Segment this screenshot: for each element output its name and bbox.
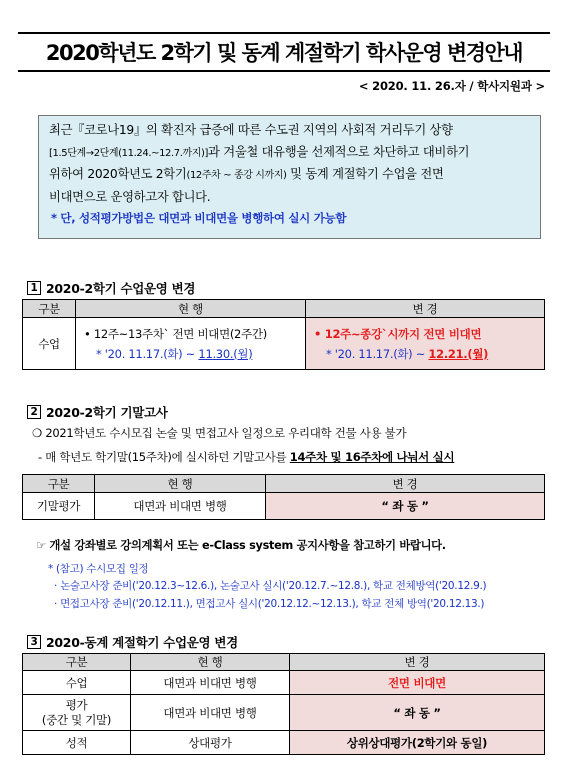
current-date-end: 11.30.(월) [198,346,253,361]
row-label-main: 평가 [65,697,88,712]
reference-note: ☞ 개설 강좌별로 강의계획서 또는 e-Class system 공지사항을 참고하기 바랍니다. [36,539,446,552]
dash-emphasis: 14주차 및 16주차에 나눠서 실시 [289,450,455,464]
title-banner [18,32,550,72]
change-cell: “ 좌 동 ” [266,493,545,520]
change-cell: 전면 비대면 [290,671,545,695]
change-line-1: • 12주~종강`시까지 전면 비대면 [314,326,482,341]
notice-text [49,120,530,208]
change-date-end: 12.21.(월) [428,346,489,361]
header-category: 구분 [23,654,131,671]
row-label-evaluation [23,695,131,731]
row-label-class: 수업 [23,671,131,695]
reference-item-2: · 면접고사장 준비('20.12.11.), 면접고사 실시('20.12.12.~12.13.), 학교 전체 방역('20.12.13.) [54,598,485,610]
current-cell: 대면과 비대면 병행 [95,493,266,520]
row-label-class: 수업 [23,318,76,370]
reference-heading: * (참고) 수시모집 일정 [48,563,149,575]
notice-line-3-small: (12주차 ~ 종강 시까지) [186,170,287,181]
current-date-start: * '20. 11.17.(화) ~ [96,346,199,361]
header-change: 변 경 [290,654,545,671]
section-1-number: 1 [27,281,41,295]
row-label-final-exam: 기말평가 [23,493,95,520]
notice-line-1: 최근『코로나19』의 확진자 급증에 따른 수도권 지역의 사회적 거리두기 상향 [49,123,453,137]
row-label-sub: (중간 및 기말) [41,712,112,727]
header-category: 구분 [23,300,76,318]
section-2-table [22,474,545,520]
dateline: < 2020. 11. 26.자 / 학사지원과 > [358,79,545,93]
section-2-bullet: ❍ 2021학년도 수시모집 논술 및 면접고사 일정으로 우리대학 건물 사용 불가 [32,426,407,440]
change-date-start: * '20. 11.17.(화) ~ [326,346,429,361]
section-3-number: 3 [27,635,41,649]
header-current: 현 행 [131,654,290,671]
header-category: 구분 [23,475,95,493]
section-3-table [22,653,545,755]
change-cell: 상위상대평가(2학기와 동일) [290,731,545,755]
notice-line-3b: 및 동계 계절학기 수업을 전면 [286,167,444,181]
change-cell: “ 좌 동 ” [290,695,545,731]
header-change: 변 경 [306,300,545,318]
page-title: 2020학년도 2학기 및 동계 계절학기 학사운영 변경안내 [45,41,523,65]
header-current: 현 행 [95,475,266,493]
current-cell [76,318,306,370]
section-2-number: 2 [27,405,41,419]
section-1-title: 2020-2학기 수업운영 변경 [46,281,196,296]
notice-box [38,115,541,239]
section-2-dash-line [38,449,454,465]
section-2-title: 2020-2학기 기말고사 [46,405,168,420]
reference-item-1: · 논술고사장 준비('20.12.3~12.6.), 논술고사 실시('20.12.7.~12.8.), 학교 전체방역('20.12.9.) [54,580,487,592]
current-line-1: • 12주~13주차` 전면 비대면(2주간) [84,326,267,341]
change-cell [306,318,545,370]
change-line-2 [314,344,544,364]
notice-line-2: 과 겨울철 대유행을 선제적으로 차단하고 대비하기 [208,144,470,159]
header-current: 현 행 [76,300,306,318]
dash-text: - 매 학년도 학기말(15주차)에 실시하던 기말고사를 [38,450,290,464]
current-line-2 [84,344,305,364]
section-3-title: 2020-동계 계절학기 수업운영 변경 [46,635,238,650]
current-cell: 대면과 비대면 병행 [131,671,290,695]
section-2-heading [27,403,168,421]
header-change: 변 경 [266,475,545,493]
notice-line-2-small: [1.5단계→2단계(11.24.~12.7.까지)] [49,147,209,159]
notice-line-4: 비대면으로 운영하고자 합니다. [49,189,211,204]
section-1-heading [27,279,195,297]
current-cell: 상대평가 [131,731,290,755]
current-cell: 대면과 비대면 병행 [131,695,290,731]
section-1-table [22,299,545,370]
notice-line-3a: 위하여 2020학년도 2학기 [49,167,187,181]
section-3-heading [27,633,238,651]
row-label-grade: 성적 [23,731,131,755]
notice-note: * 단, 성적평가방법은 대면과 비대면을 병행하여 실시 가능함 [51,211,347,225]
